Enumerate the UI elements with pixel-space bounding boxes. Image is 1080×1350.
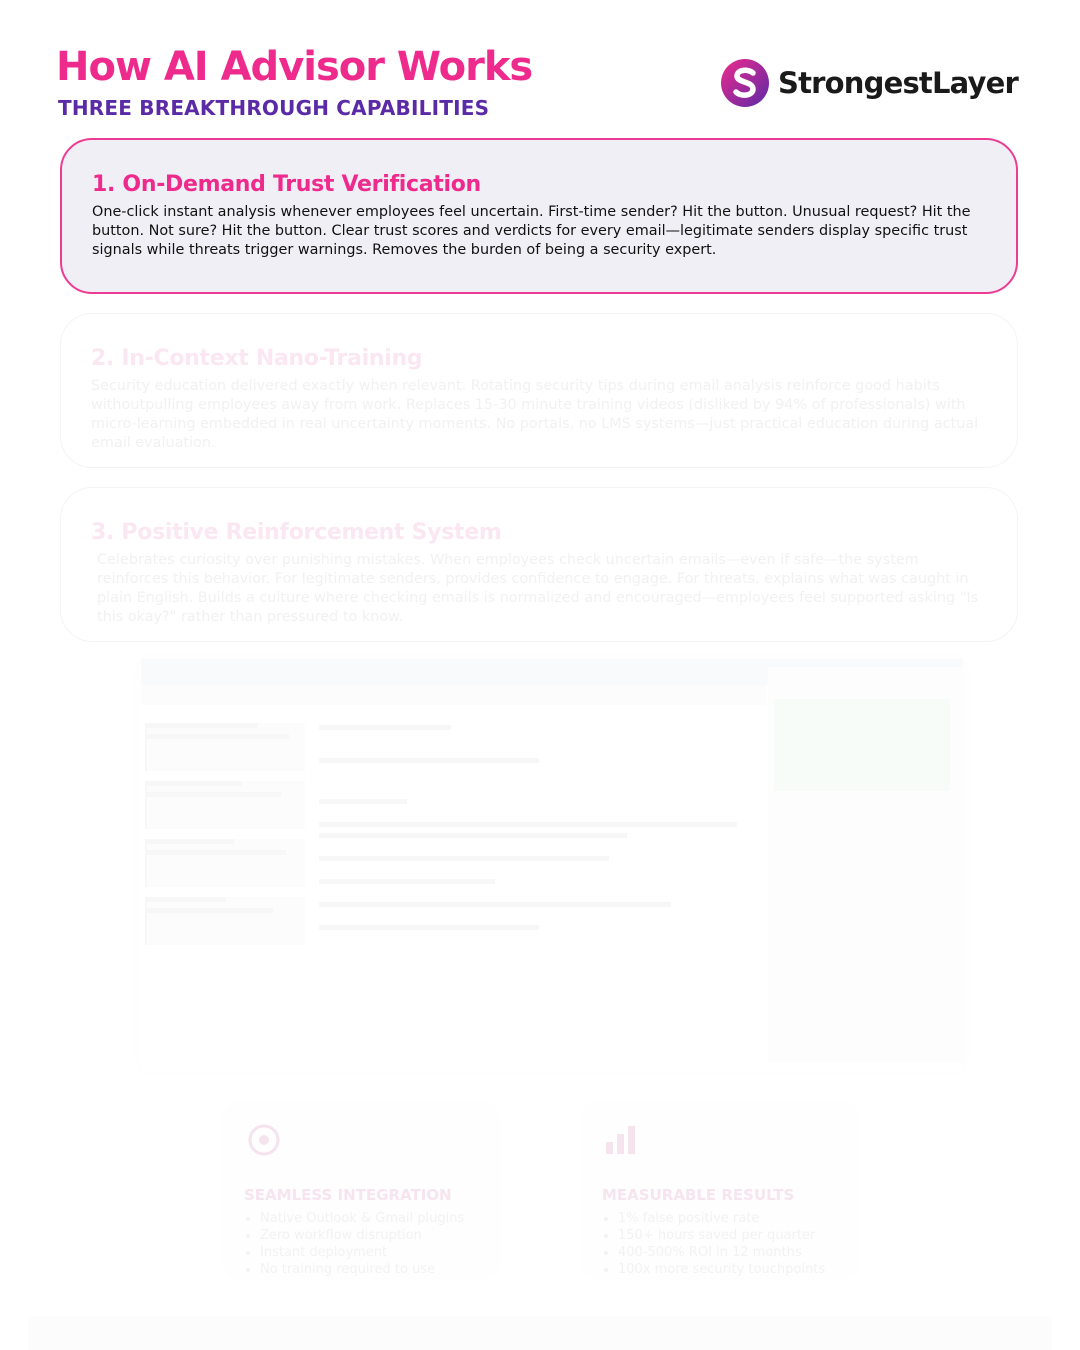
feature-item: • 100x more security touchpoints <box>618 1261 838 1278</box>
feature-item: • Instant deployment <box>260 1244 480 1261</box>
page-title: How AI Advisor Works <box>56 44 533 90</box>
capability-card-trust-verification <box>60 138 1018 294</box>
feature-measurable-results <box>580 1102 860 1280</box>
screenshot-inbox-list <box>145 717 305 1047</box>
integration-icon <box>244 1120 284 1160</box>
card-title: 3. Positive Reinforcement System <box>91 520 502 545</box>
card-title: 1. On-Demand Trust Verification <box>92 172 481 197</box>
feature-item: • 150+ hours saved per quarter <box>618 1227 838 1244</box>
screenshot-verdict-box <box>774 699 950 791</box>
feature-item: • No training required to use <box>260 1261 480 1278</box>
card-body: Security education delivered exactly when relevant. Rotating security tips during email analysis reinforce good habits withoutpulling employees away from work. Replaces 15-30 minute training videos (disliked by 94% of professionals) with micro-learning embedded in real uncertainty moments. No portals, no LMS systems—just practical education during actual email evaluation. <box>91 378 979 451</box>
screenshot-email-body <box>319 719 759 1049</box>
bottom-strip <box>28 1316 1052 1350</box>
capability-card-nano-training <box>60 313 1018 468</box>
feature-list <box>244 1210 480 1278</box>
feature-item: • Native Outlook & Gmail plugins <box>260 1210 480 1227</box>
card-body: Celebrates curiosity over punishing mistakes. When employees check uncertain emails—even if safe—the system reinforces this behavior. For legitimate senders, provides confidence to engage. For threats, explains what was caught in plain English. Builds a culture where checking emails is normalized and encouraged—employees feel supported asking "Is this okay?" rather than pressured to know. <box>97 552 979 625</box>
screenshot-toolbar <box>141 685 766 705</box>
feature-item: • 400-500% ROI in 12 months <box>618 1244 838 1261</box>
feature-title: MEASURABLE RESULTS <box>602 1186 795 1204</box>
capability-card-positive-reinforcement <box>60 487 1018 642</box>
page-subtitle: THREE BREAKTHROUGH CAPABILITIES <box>58 96 490 120</box>
card-title: 2. In-Context Nano-Training <box>91 346 423 371</box>
feature-item: • 1% false positive rate <box>618 1210 838 1227</box>
brand-name: StrongestLayer <box>778 66 1019 100</box>
feature-seamless-integration <box>222 1102 502 1280</box>
product-screenshot <box>141 659 963 1071</box>
feature-title: SEAMLESS INTEGRATION <box>244 1186 452 1204</box>
card-body: One-click instant analysis whenever employees feel uncertain. First-time sender? Hit the button. Unusual request? Hit the button. Not sure? Hit the button. Clear trust scores and verdicts for every email—legitimate senders display specific trust signals while threats trigger warnings. Removes the burden of being a security expert. <box>92 204 971 258</box>
strongestlayer-logo-icon <box>720 58 770 108</box>
brand-logo <box>720 58 1018 108</box>
feature-item: • Zero workflow disruption <box>260 1227 480 1244</box>
feature-list <box>602 1210 838 1278</box>
results-icon <box>602 1120 642 1160</box>
screenshot-advisor-panel <box>768 667 963 1063</box>
